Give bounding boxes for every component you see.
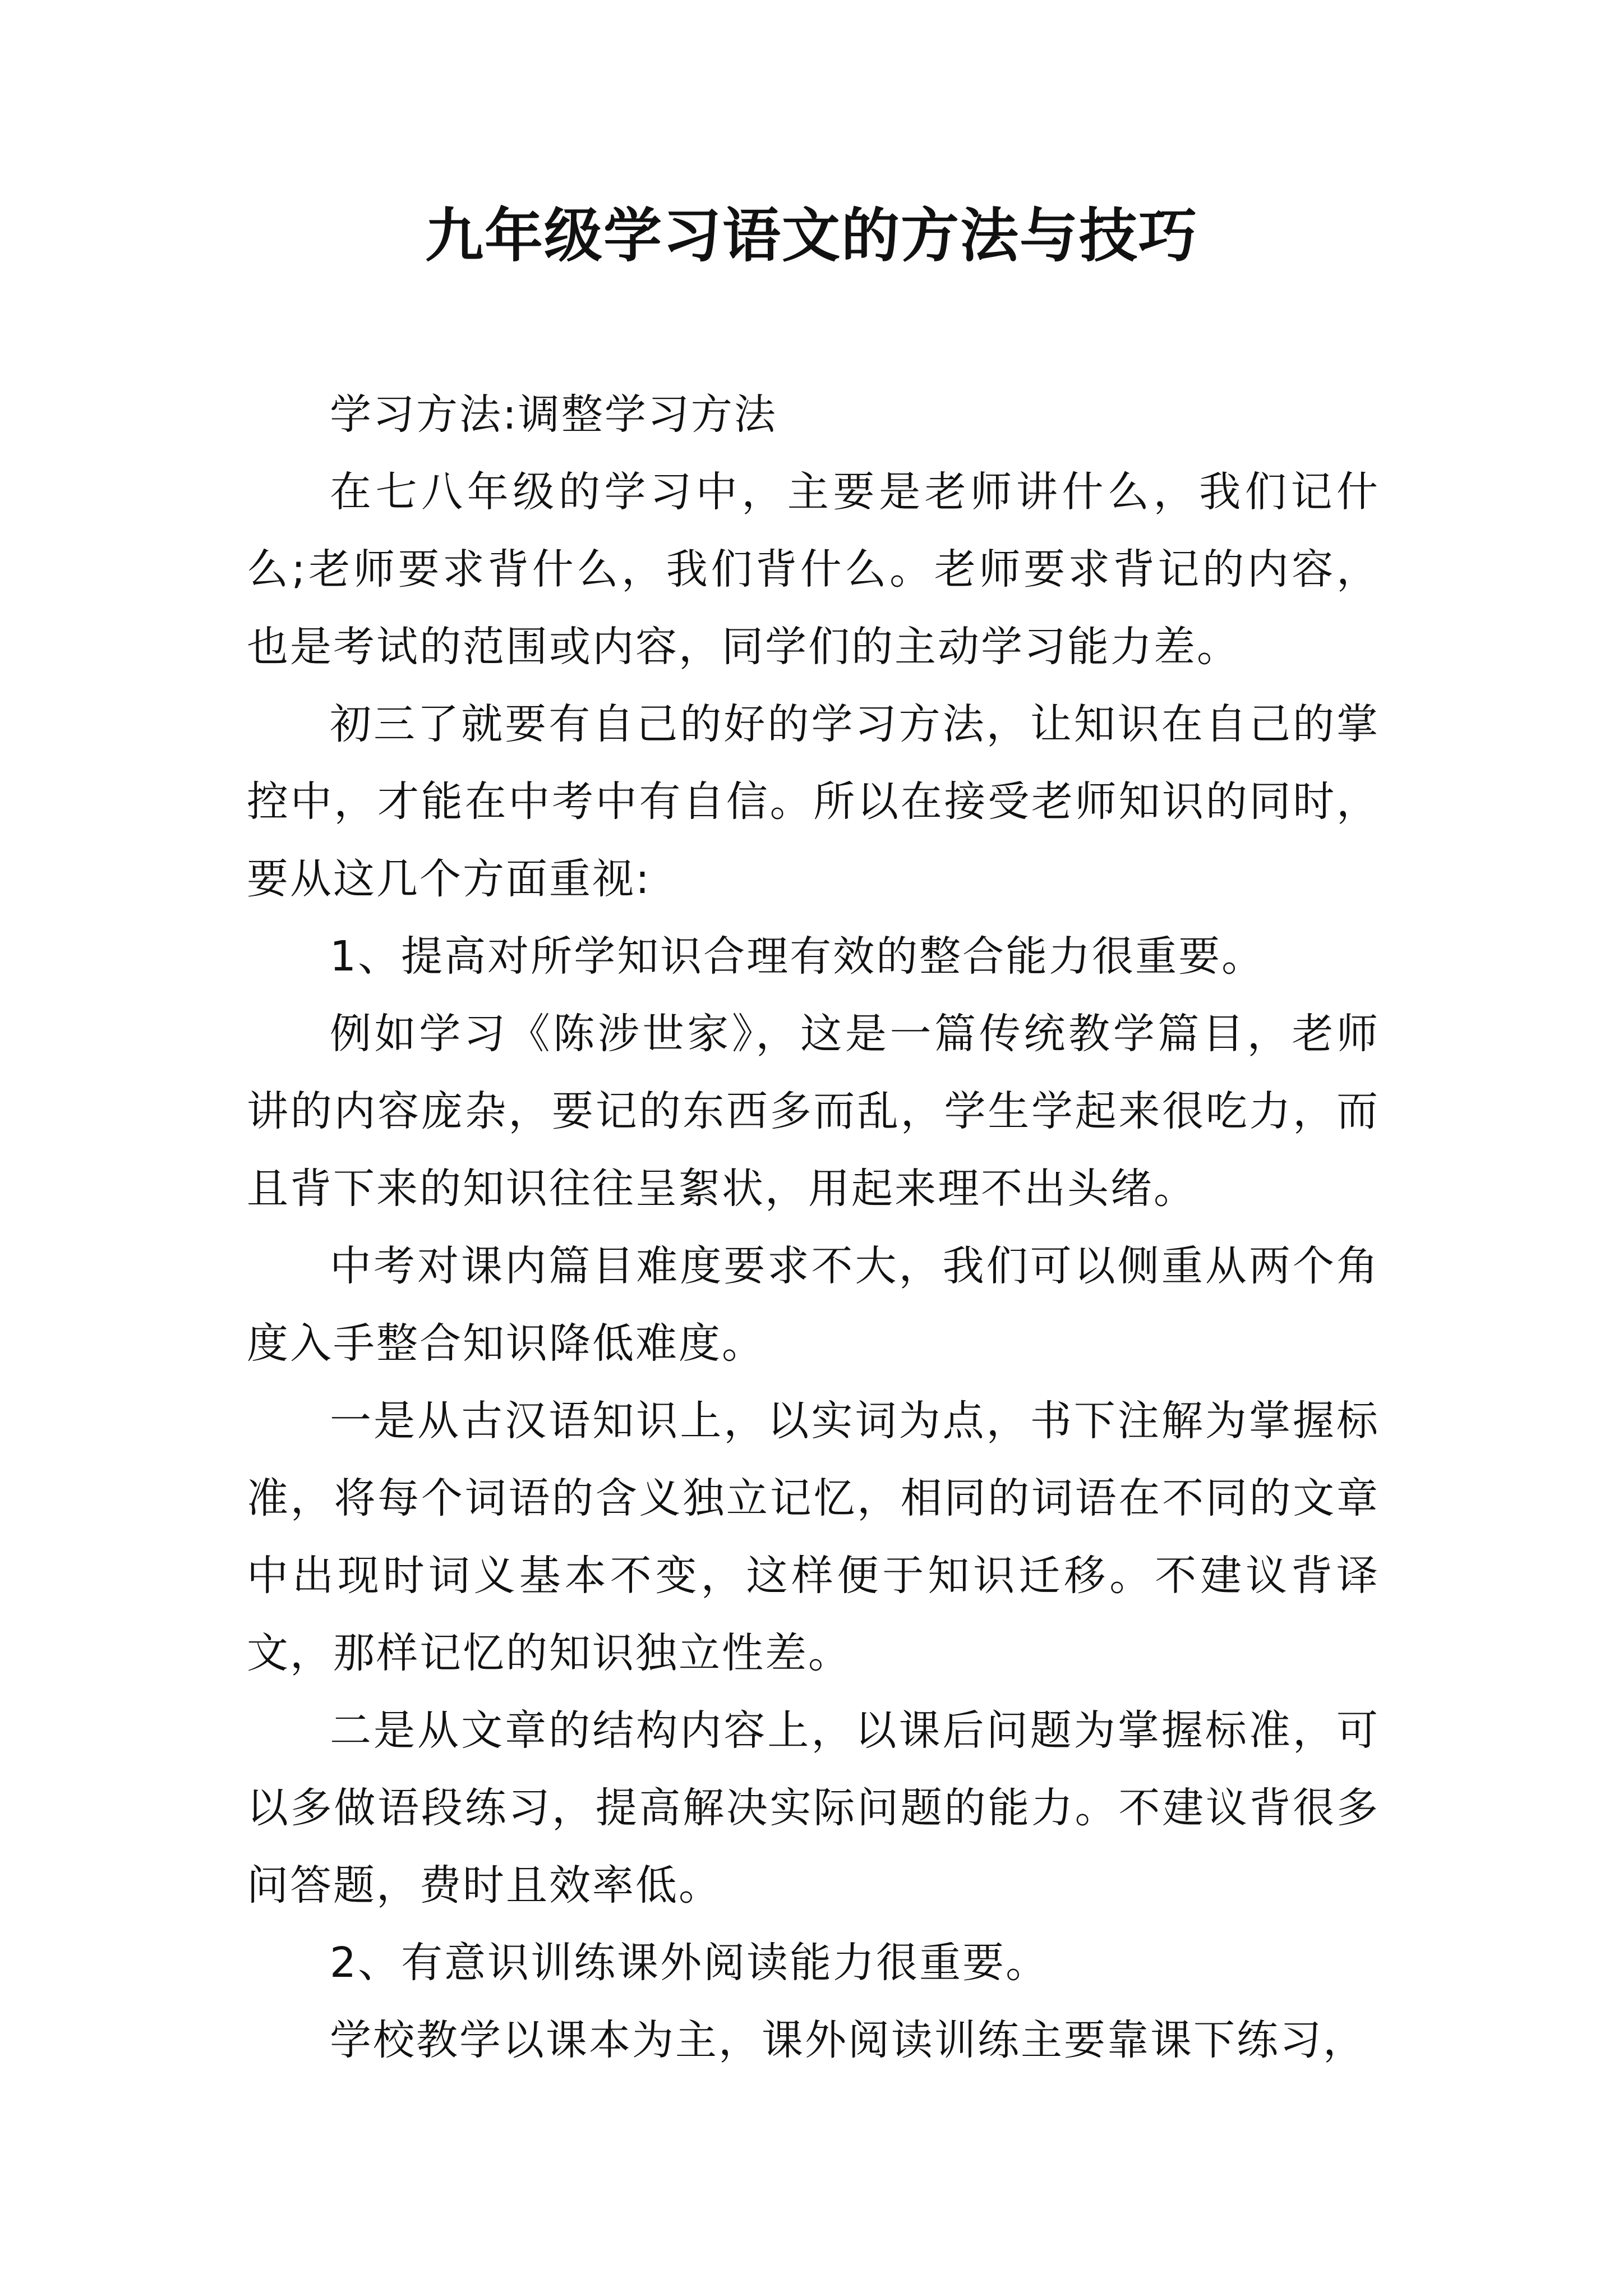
paragraph-approach-two: 二是从文章的结构内容上，以课后问题为掌握标准，可以多做语段练习，提高解决实际问题的能力。不建议背很多问答题，费时且效率低。 bbox=[247, 1706, 1380, 1910]
document-title: 九年级学习语文的方法与技巧 bbox=[425, 201, 1198, 270]
paragraph-point-one: 1、提高对所学知识合理有效的整合能力很重要。 bbox=[330, 932, 1265, 981]
paragraph-school-teaching: 学校教学以课本为主，课外阅读训练主要靠课下练习， bbox=[330, 2016, 1366, 2064]
paragraph-example: 例如学习《陈涉世家》，这是一篇传统教学篇目，老师讲的内容庞杂，要记的东西多而乱，学生学起来很吃力，而且背下来的知识往往呈絮状，用起来理不出头绪。 bbox=[247, 1010, 1380, 1213]
paragraph-study-method: 学习方法:调整学习方法 bbox=[330, 390, 777, 439]
paragraph-exam-focus: 中考对课内篇目难度要求不大，我们可以侧重从两个角度入手整合知识降低难度。 bbox=[247, 1242, 1380, 1368]
paragraph-grade-nine: 初三了就要有自己的好的学习方法，让知识在自己的掌控中，才能在中考中有自信。所以在接受老师知识的同时，要从这几个方面重视: bbox=[247, 700, 1380, 903]
document-body bbox=[247, 376, 1380, 2079]
paragraph-approach-one: 一是从古汉语知识上，以实词为点，书下注解为掌握标准，将每个词语的含义独立记忆，相同的词语在不同的文章中出现时词义基本不变，这样便于知识迁移。不建议背译文，那样记忆的知识独立性差。 bbox=[247, 1397, 1380, 1677]
paragraph-point-two: 2、有意识训练课外阅读能力很重要。 bbox=[330, 1939, 1049, 1987]
paragraph-grade-seven-eight: 在七八年级的学习中，主要是老师讲什么，我们记什么;老师要求背什么，我们背什么。老师要求背记的内容，也是考试的范围或内容，同学们的主动学习能力差。 bbox=[247, 468, 1380, 671]
